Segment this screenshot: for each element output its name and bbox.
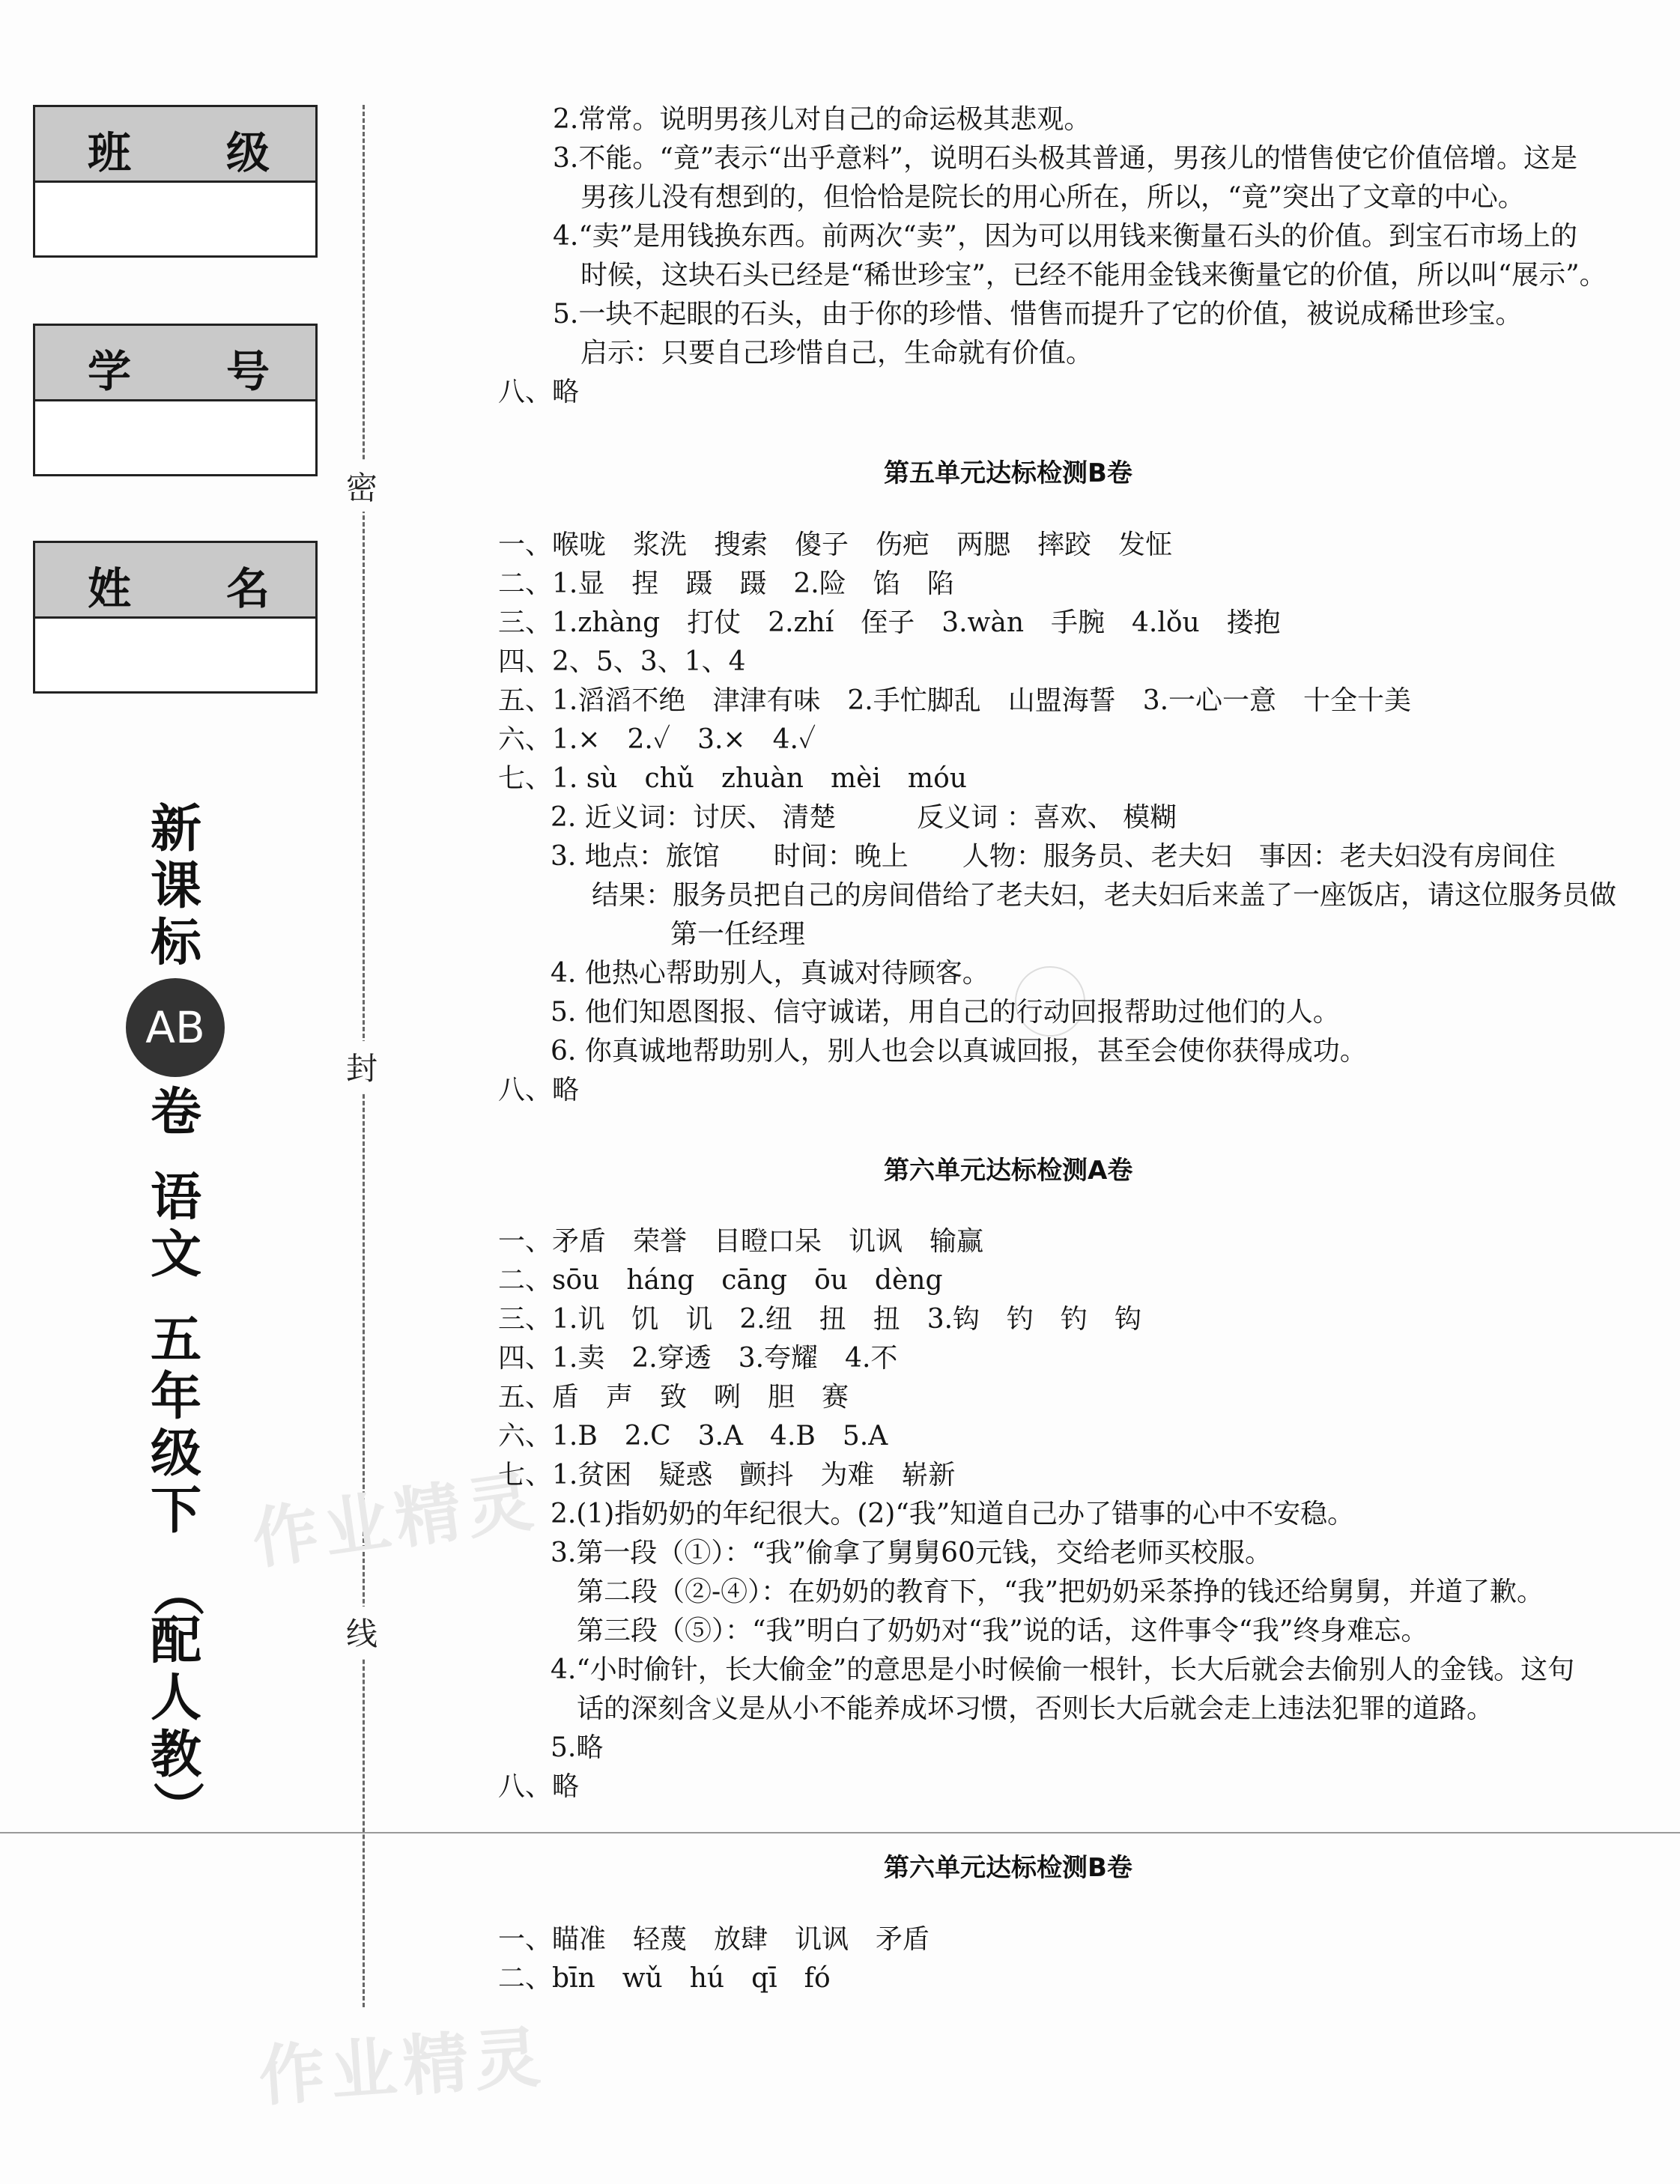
answer-line: 2.常常。说明男孩儿对自己的命运极其悲观。 xyxy=(553,104,1091,135)
watermark: 作业精灵 xyxy=(247,1461,544,1579)
name-box-header xyxy=(35,543,315,619)
name-box xyxy=(33,541,318,694)
answer-line: 二、sōu háng cāng ōu dèng xyxy=(498,1265,943,1296)
title-char: 人 xyxy=(150,1669,201,1728)
book-title-vertical xyxy=(135,800,217,1832)
title-char: 五 xyxy=(150,1311,201,1370)
answer-line: 第二段（②-④）：在奶奶的教育下，“我”把奶奶采茶挣的钱还给舅舅，并道了歉。 xyxy=(577,1577,1544,1607)
answer-line: 启示：只要自己珍惜自己，生命就有价值。 xyxy=(580,338,1094,368)
answer-line: 四、2、5、3、1、4 xyxy=(498,646,746,677)
title-char: 级 xyxy=(150,1425,201,1484)
answer-line: 二、1.显 捏 蹑 蹑 2.险 馅 陷 xyxy=(498,568,954,599)
seal-char-mi: 密 xyxy=(346,461,377,512)
answer-line: 六、1.B 2.C 3.A 4.B 5.A xyxy=(498,1421,888,1452)
title-char: 年 xyxy=(150,1368,201,1427)
student-id-box-header xyxy=(35,326,315,401)
name-label-2: 名 xyxy=(226,563,270,614)
answer-line: 男孩儿没有想到的，但恰恰是院长的用心所在，所以，“竟”突出了文章的中心。 xyxy=(580,182,1525,213)
answer-line: 第三段（⑤）：“我”明白了奶奶对“我”说的话，这件事令“我”终身难忘。 xyxy=(577,1616,1428,1646)
answer-line: 4.“小时偷针，长大偷金”的意思是小时候偷一根针，长大后就会去偷别人的金钱。这句 xyxy=(551,1654,1575,1685)
answer-line: 结果：服务员把自己的房间借给了老夫妇，老夫妇后来盖了一座饭店，请这位服务员做 xyxy=(592,880,1617,911)
answer-line: 一、喉咙 浆洗 搜索 傻子 伤疤 两腮 摔跤 发怔 xyxy=(498,530,1173,560)
class-box xyxy=(33,105,318,258)
answer-line: 三、1.讥 饥 讥 2.纽 扭 扭 3.钩 钓 钓 钩 xyxy=(498,1304,1142,1335)
answer-line: 四、1.卖 2.穿透 3.夸耀 4.不 xyxy=(498,1343,898,1374)
section-title: 第五单元达标检测B卷 xyxy=(884,458,1132,488)
answer-line: 一、矛盾 荣誉 目瞪口呆 讥讽 输赢 xyxy=(498,1226,984,1257)
watermark: 作业精灵 xyxy=(256,2018,549,2116)
answer-line: 八、略 xyxy=(498,377,580,407)
answer-line: 五、1.滔滔不绝 津津有味 2.手忙脚乱 山盟海誓 3.一心一意 十全十美 xyxy=(498,685,1412,716)
title-char: 标 xyxy=(150,914,201,973)
title-char: 卷 xyxy=(150,1083,201,1142)
answer-line: 2.(1)指奶奶的年纪很大。(2)“我”知道自己办了错事的心中不安稳。 xyxy=(551,1499,1355,1529)
name-label-1: 姓 xyxy=(88,563,132,614)
answer-line: 八、略 xyxy=(498,1075,580,1105)
answer-line: 七、1. sù chǔ zhuàn mèi móu xyxy=(498,763,967,794)
seal-char-feng: 封 xyxy=(346,1041,377,1092)
title-char: 新 xyxy=(150,800,201,859)
student-id-box xyxy=(33,324,318,476)
answer-line: 三、1.zhàng 打仗 2.zhí 侄子 3.wàn 手腕 4.lǒu 搂抱 xyxy=(498,607,1281,638)
answer-line: 七、1.贫困 疑惑 颤抖 为难 崭新 xyxy=(498,1460,956,1490)
title-char: 语 xyxy=(150,1168,201,1228)
answer-line: 5.一块不起眼的石头，由于你的珍惜、惜售而提升了它的价值，被说成稀世珍宝。 xyxy=(553,299,1523,330)
answer-line: 5. 他们知恩图报、信守诚诺，用自己的行动回报帮助过他们的人。 xyxy=(551,997,1340,1028)
answer-line: 6. 你真诚地帮助别人，别人也会以真诚回报，甚至会使你获得成功。 xyxy=(551,1036,1367,1067)
answer-line: 4. 他热心帮助别人，真诚对待顾客。 xyxy=(551,958,989,989)
ab-badge: AB xyxy=(126,978,225,1077)
answer-line: 5.略 xyxy=(551,1732,604,1763)
answer-line: 六、1.× 2.✓ 3.× 4.✓ xyxy=(498,724,816,755)
answer-line: 八、略 xyxy=(498,1771,580,1802)
class-label-2: 级 xyxy=(226,127,270,178)
section-title: 第六单元达标检测A卷 xyxy=(884,1156,1133,1186)
answer-line: 2. 近义词：讨厌、 清楚 反义词 ：喜欢、 模糊 xyxy=(551,802,1177,833)
title-char: 文 xyxy=(150,1225,201,1284)
section-title: 第六单元达标检测B卷 xyxy=(884,1853,1132,1883)
title-char: 课 xyxy=(150,857,201,916)
title-paren-close: ） xyxy=(147,1780,206,1832)
answer-line: 3. 地点：旅馆 时间：晚上 人物：服务员、老夫妇 事因：老夫妇没有房间住 xyxy=(551,841,1556,872)
class-box-header xyxy=(35,107,315,183)
title-paren-open: （ xyxy=(147,1565,206,1616)
answer-line: 4.“卖”是用钱换东西。前两次“卖”，因为可以用钱来衡量石头的价值。到宝石市场上的 xyxy=(553,221,1577,252)
seal-char-xian: 线 xyxy=(346,1607,377,1657)
title-char: 配 xyxy=(150,1612,201,1671)
student-id-label-1: 学 xyxy=(88,346,132,397)
answer-line: 五、盾 声 致 咧 胆 赛 xyxy=(498,1382,849,1413)
class-label-1: 班 xyxy=(88,127,132,178)
answer-line: 时候，这块石头已经是“稀世珍宝”，已经不能用金钱来衡量它的价值，所以叫“展示”。 xyxy=(580,260,1607,291)
answer-line: 3.第一段（①）：“我”偷拿了舅舅60元钱，交给老师买校服。 xyxy=(551,1538,1272,1568)
student-id-label-2: 号 xyxy=(226,346,270,397)
answer-line: 3.不能。“竟”表示“出乎意料”，说明石头极其普通，男孩儿的惜售使它价值倍增。这是 xyxy=(553,143,1577,174)
answer-line: 一、瞄准 轻蔑 放肆 讥讽 矛盾 xyxy=(498,1924,930,1955)
answer-line: 二、bīn wǔ hú qī fó xyxy=(498,1963,831,1994)
answer-line: 话的深刻含义是从小不能养成坏习惯，否则长大后就会走上违法犯罪的道路。 xyxy=(577,1693,1494,1724)
page-divider xyxy=(0,1832,1680,1833)
title-char: 下 xyxy=(150,1481,201,1541)
title-char: 教 xyxy=(150,1726,201,1785)
answer-line: 第一任经理 xyxy=(670,919,806,950)
